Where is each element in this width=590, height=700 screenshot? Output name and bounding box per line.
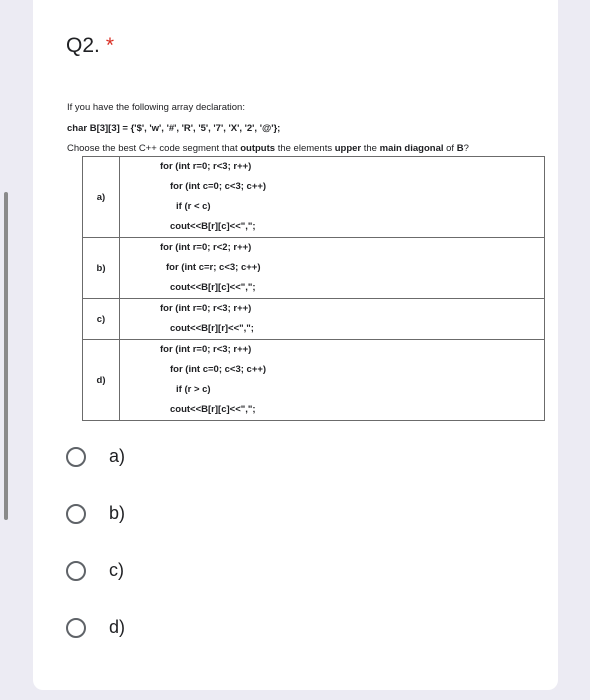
code-cell-d [120,340,545,421]
instruction-text: Choose the best C++ code segment that outputs the elements upper the main diagonal of B? [67,143,469,154]
code-line: for (int c=0; c<3; c++) [170,181,267,192]
code-row-b [83,238,545,299]
code-line: cout<<B[r][c]<<","; [170,282,256,293]
code-line: for (int r=0; r<3; r++) [160,161,252,172]
code-label-b: b) [83,238,120,299]
option-label[interactable]: c) [109,560,124,580]
code-line: for (int c=0; c<3; c++) [170,364,267,375]
code-label-a: a) [83,157,120,238]
code-line: if (r < c) [176,201,211,212]
radio-button-icon[interactable] [66,618,86,638]
radio-button-icon[interactable] [66,561,86,581]
code-row-d [83,340,545,421]
code-line: cout<<B[r][c]<<","; [170,404,256,415]
option-label[interactable]: a) [109,446,126,466]
required-mark: * [105,34,115,57]
code-cell-c [120,299,545,340]
option-c[interactable] [66,560,124,581]
question-card [33,0,558,690]
array-declaration: char B[3][3] = {'$', 'w', '#', 'R', '5', '7', 'X', '2', '@'}; [67,123,281,134]
code-label-d: d) [83,340,120,421]
code-line: for (int r=0; r<3; r++) [160,344,252,355]
scrollbar[interactable] [4,192,8,520]
code-row-c [83,299,545,340]
code-cell-a [120,157,545,238]
option-a[interactable] [66,446,125,467]
question-title [66,34,114,58]
code-table [82,156,545,421]
code-row-a [83,157,545,238]
code-line: for (int c=r; c<3; c++) [166,262,261,273]
option-d[interactable] [66,617,125,638]
option-label[interactable]: d) [109,617,126,637]
code-cell-b [120,238,545,299]
code-line: cout<<B[r][c]<<","; [170,221,256,232]
option-label[interactable]: b) [109,503,126,523]
code-line: if (r > c) [176,384,211,395]
code-line: cout<<B[r][r]<<","; [170,323,254,334]
radio-button-icon[interactable] [66,504,86,524]
code-line: for (int r=0; r<2; r++) [160,242,252,253]
code-label-c: c) [83,299,120,340]
radio-button-icon[interactable] [66,447,86,467]
prompt-text: If you have the following array declaration: [67,102,245,113]
code-line: for (int r=0; r<3; r++) [160,303,252,314]
question-number: Q2. [66,34,100,57]
option-b[interactable] [66,503,125,524]
